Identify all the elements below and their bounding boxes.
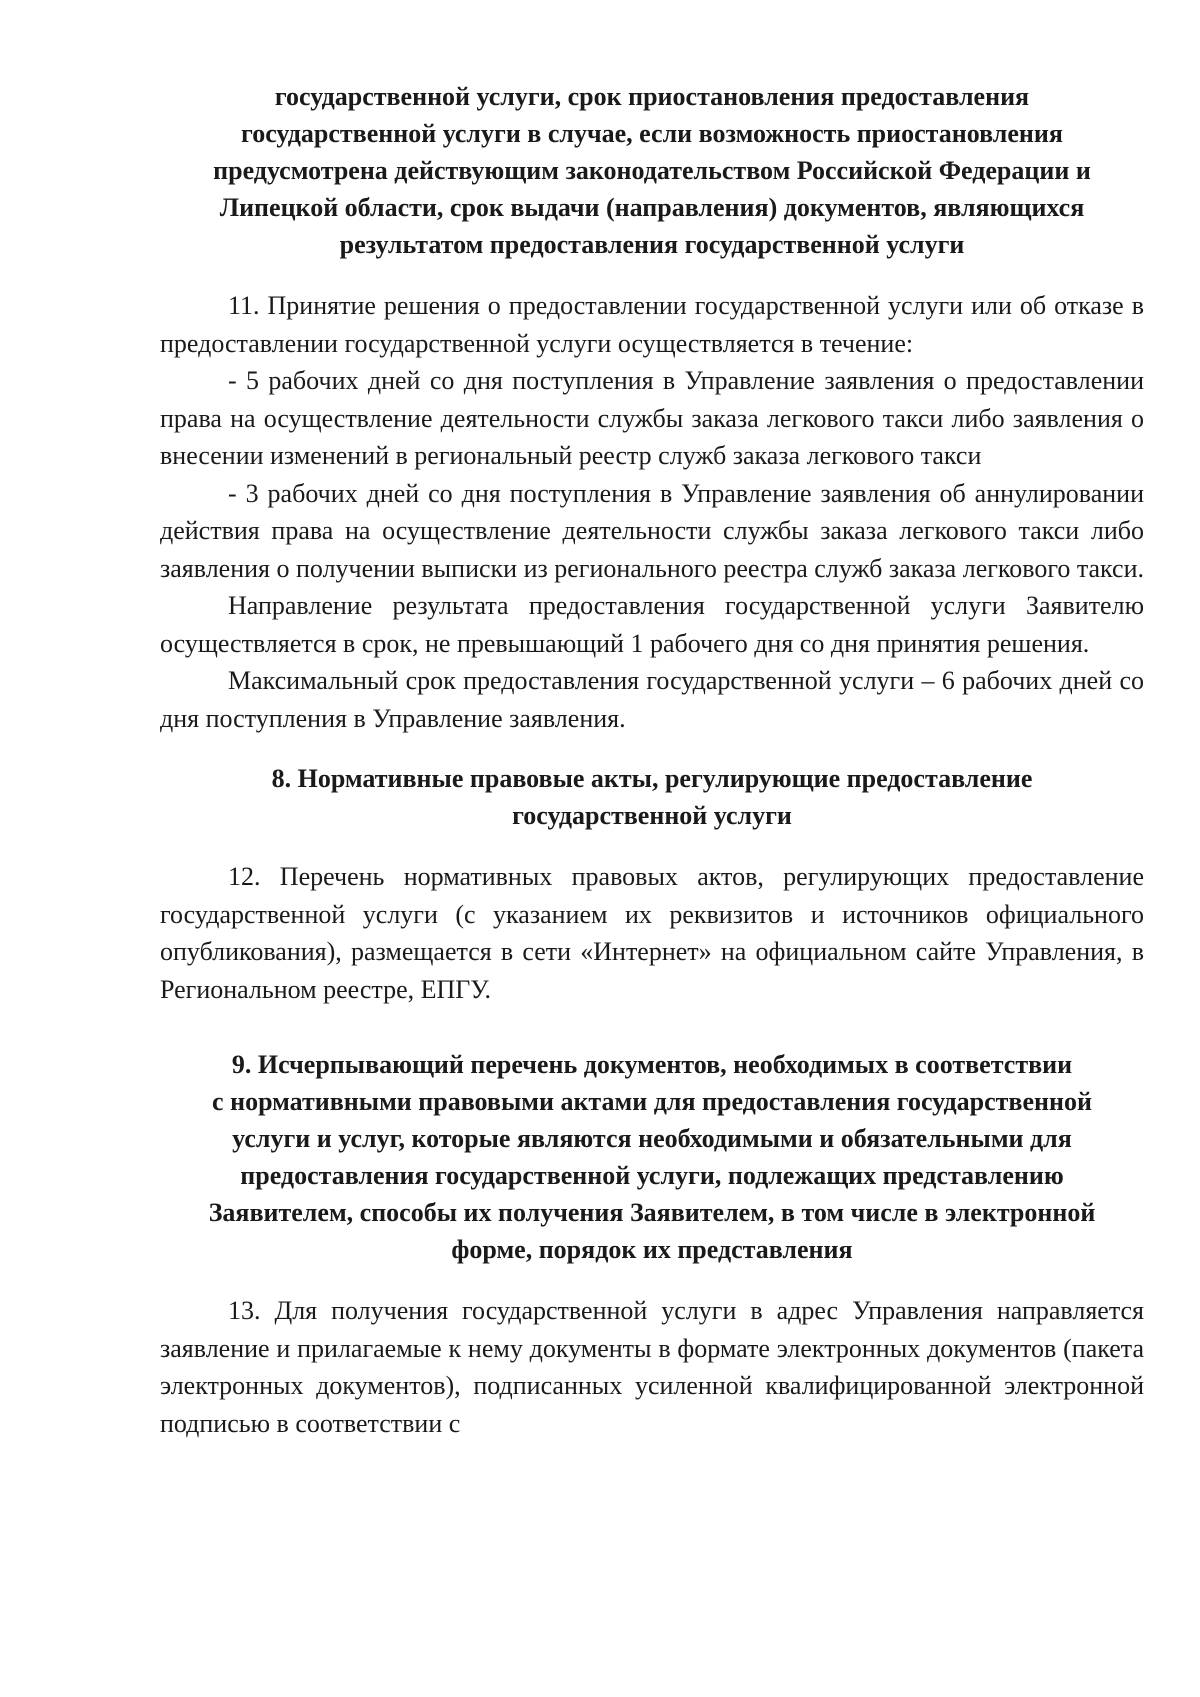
- heading-line: 8. Нормативные правовые акты, регулирующие предоставление: [271, 764, 1033, 793]
- section-heading-deadlines: [160, 78, 1144, 263]
- paragraph-13: 13. Для получения государственной услуги в адрес Управления направляется заявление и прилагаемые к нему документы в формате электронных документов (пакета электронных документов), подписанных усиленной квалифицированной электронной подписью в соответствии с: [160, 1296, 1144, 1438]
- heading-line: государственной услуги, срок приостановления предоставления: [274, 82, 1030, 111]
- paragraph-11-max-term: Максимальный срок предоставления государственной услуги – 6 рабочих дней со дня поступления в Управление заявления.: [160, 666, 1144, 733]
- heading-line: предоставления государственной услуги, подлежащих представлению: [240, 1161, 1064, 1190]
- section-heading-8: [160, 760, 1144, 834]
- section-heading-9: [160, 1046, 1144, 1268]
- heading-line: государственной услуги: [512, 801, 792, 830]
- heading-line: результатом предоставления государственной услуги: [339, 230, 965, 259]
- document-content: [160, 78, 1144, 1442]
- heading-line: услуги и услуг, которые являются необходимыми и обязательными для: [232, 1124, 1072, 1153]
- heading-line: Заявителем, способы их получения Заявителем, в том числе в электронной: [208, 1198, 1096, 1227]
- heading-line: предусмотрена действующим законодательством Российской Федерации и: [213, 156, 1091, 185]
- paragraph-11-item-2: - 3 рабочих дней со дня поступления в Управление заявления об аннулировании действия права на осуществление деятельности службы заказа легкового такси либо заявления о получении выписки из регионального реестра служб заказа легкового такси.: [160, 478, 1144, 583]
- paragraph-12: 12. Перечень нормативных правовых актов, регулирующих предоставление государственной услуги (с указанием их реквизитов и источников официального опубликования), размещается в сети «Интернет» на официальном сайте Управления, в Региональном реестре, ЕПГУ.: [160, 862, 1144, 1004]
- heading-line: 9. Исчерпывающий перечень документов, необходимых в соответствии: [231, 1050, 1073, 1079]
- heading-line: с нормативными правовыми актами для предоставления государственной: [212, 1087, 1092, 1116]
- paragraph-11: 11. Принятие решения о предоставлении государственной услуги или об отказе в предоставлении государственной услуги осуществляется в течение:: [160, 291, 1144, 358]
- heading-line: Липецкой области, срок выдачи (направления) документов, являющихся: [219, 193, 1085, 222]
- paragraph-11-direction: Направление результата предоставления государственной услуги Заявителю осуществляется в срок, не превышающий 1 рабочего дня со дня принятия решения.: [160, 591, 1144, 658]
- paragraph-11-item-1: - 5 рабочих дней со дня поступления в Управление заявления о предоставлении права на осуществление деятельности службы заказа легкового такси либо заявления о внесении изменений в региональный реестр служб заказа легкового такси: [160, 366, 1144, 470]
- heading-line: государственной услуги в случае, если возможность приостановления: [241, 119, 1063, 148]
- heading-line: форме, порядок их представления: [451, 1235, 853, 1264]
